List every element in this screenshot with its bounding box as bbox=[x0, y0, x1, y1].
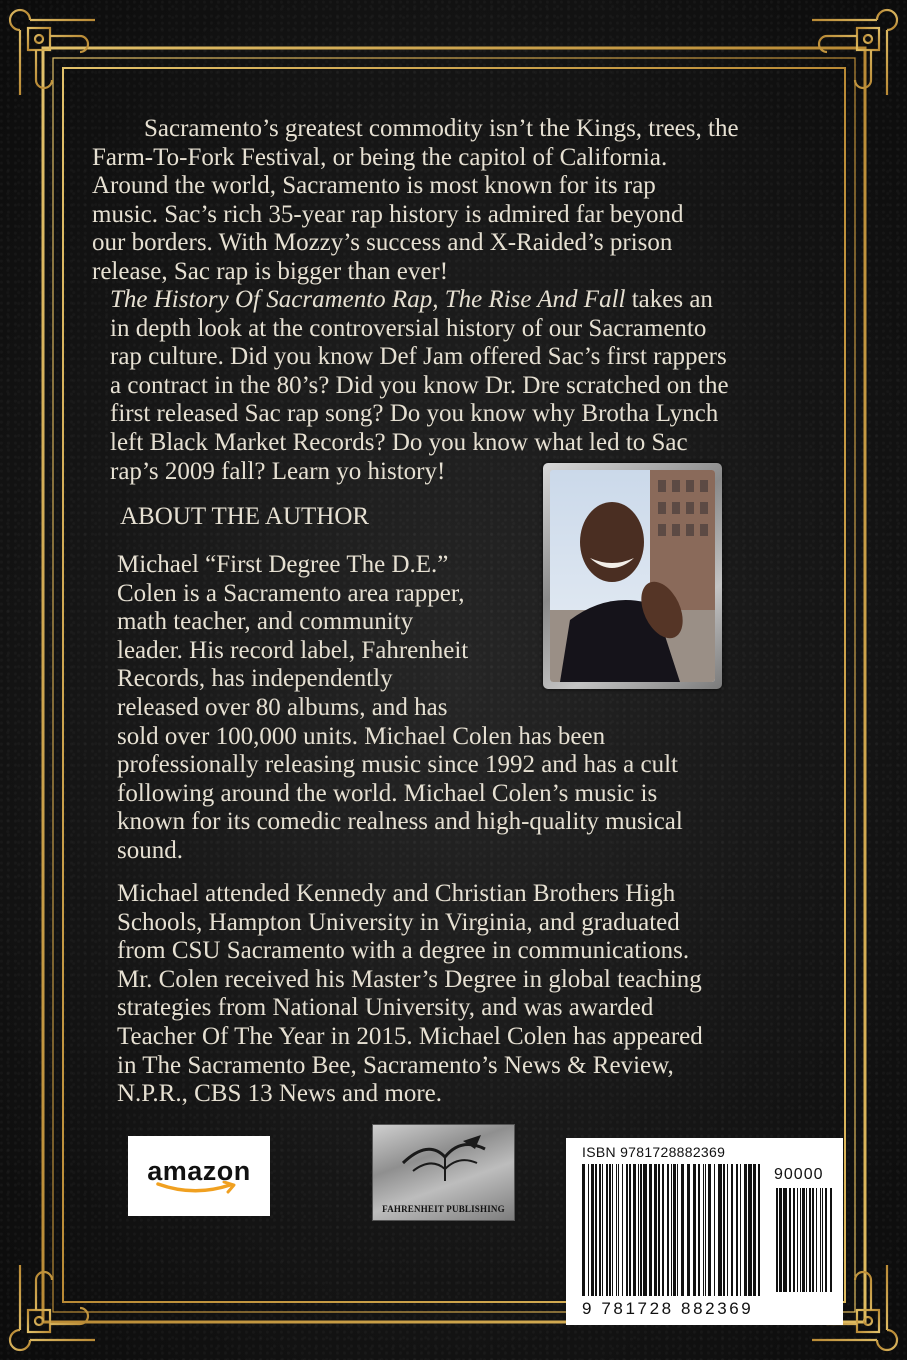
barcode-bar bbox=[582, 1164, 585, 1296]
barcode-bar bbox=[809, 1188, 811, 1292]
barcode-bar bbox=[595, 1164, 597, 1296]
barcode-bar bbox=[649, 1164, 652, 1296]
ean-digits: 9 781728 882369 bbox=[582, 1299, 754, 1318]
text-line: rap culture. Did you know Def Jam offered Sac’s first rappers bbox=[110, 343, 727, 371]
barcode-bar bbox=[612, 1164, 613, 1296]
text-line: N.P.R., CBS 13 News and more. bbox=[117, 1080, 443, 1108]
barcode-bar bbox=[677, 1164, 678, 1296]
text-line: in The Sacramento Bee, Sacramento’s News & Review, bbox=[117, 1051, 674, 1079]
barcode-bar bbox=[698, 1164, 700, 1296]
barcode-bar bbox=[748, 1164, 752, 1296]
text-line: first released Sac rap song? Do you know why Brotha Lynch bbox=[110, 400, 719, 428]
barcode-bar bbox=[727, 1164, 728, 1296]
barcode-bar bbox=[776, 1188, 778, 1292]
text-line: in depth look at the controversial history of our Sacramento bbox=[110, 314, 707, 342]
barcode-bar bbox=[793, 1188, 795, 1292]
about-paragraph-2 bbox=[117, 880, 807, 1109]
text-line: Michael “First Degree The D.E.” bbox=[117, 551, 449, 578]
barcode-bar bbox=[812, 1188, 814, 1292]
barcode-bar bbox=[643, 1164, 647, 1296]
text-line: Around the world, Sacramento is most known for its rap bbox=[92, 172, 656, 200]
barcode-bar bbox=[731, 1164, 733, 1296]
text-line: known for its comedic realness and high-quality musical bbox=[117, 808, 683, 836]
barcode-bar bbox=[591, 1164, 594, 1296]
about-author-heading: ABOUT THE AUTHOR bbox=[120, 503, 370, 530]
barcode-bar bbox=[693, 1164, 696, 1296]
amazon-smile-icon bbox=[154, 1181, 244, 1195]
barcode-bar bbox=[753, 1164, 756, 1296]
barcode-bar bbox=[633, 1164, 636, 1296]
barcode-bar bbox=[671, 1164, 672, 1296]
text-line: sound. bbox=[117, 836, 183, 864]
barcode-bar bbox=[820, 1188, 821, 1292]
barcode-bar bbox=[654, 1164, 657, 1296]
barcode-bar bbox=[638, 1164, 639, 1296]
barcode-bar bbox=[718, 1164, 722, 1296]
barcode-bar bbox=[830, 1188, 832, 1292]
isbn-barcode bbox=[566, 1138, 843, 1325]
barcode-bar bbox=[681, 1164, 684, 1296]
barcode-bar bbox=[736, 1164, 738, 1296]
book-title: The History Of Sacramento Rap, The Rise And Fall bbox=[110, 286, 626, 313]
blurb-paragraph-1 bbox=[92, 115, 798, 287]
price-code: 90000 bbox=[774, 1166, 824, 1183]
barcode-bar bbox=[789, 1188, 791, 1292]
text-line: from CSU Sacramento with a degree in communications. bbox=[117, 937, 690, 965]
ean-barcode-bars bbox=[580, 1164, 766, 1302]
text-line: a contract in the 80’s? Did you know Dr. Dre scratched on the bbox=[110, 371, 729, 399]
barcode-bar bbox=[640, 1164, 642, 1296]
text-line bbox=[110, 286, 800, 315]
text-line: following around the world. Michael Colen’s music is bbox=[117, 779, 658, 807]
text-fragment: takes an bbox=[625, 286, 713, 313]
text-line: leader. His record label, Fahrenheit bbox=[117, 636, 469, 664]
barcode-bar bbox=[800, 1188, 801, 1292]
barcode-bar bbox=[588, 1164, 589, 1296]
price-barcode-bars bbox=[774, 1188, 836, 1298]
barcode-bar bbox=[825, 1188, 827, 1292]
barcode-bar bbox=[708, 1164, 711, 1296]
text-line: Michael attended Kennedy and Christian Brothers High bbox=[117, 880, 676, 907]
text-line: our borders. With Mozzy’s success and X-Raided’s prison bbox=[92, 229, 673, 257]
text-line: Colen is a Sacramento area rapper, bbox=[117, 579, 465, 607]
barcode-bar bbox=[714, 1164, 715, 1296]
barcode-bar bbox=[667, 1164, 669, 1296]
barcode-bar bbox=[673, 1164, 676, 1296]
barcode-bar bbox=[602, 1164, 603, 1296]
about-paragraph-1 bbox=[117, 551, 797, 866]
barcode-bar bbox=[744, 1164, 747, 1296]
book-wings-icon bbox=[373, 1127, 514, 1197]
publisher-name: FAHRENHEIT PUBLISHING bbox=[382, 1204, 505, 1214]
barcode-bar bbox=[802, 1188, 805, 1292]
text-line: professionally releasing music since 1992 and has a cult bbox=[117, 751, 678, 779]
barcode-bar bbox=[783, 1188, 787, 1292]
fahrenheit-publishing-logo bbox=[372, 1124, 515, 1221]
barcode-bar bbox=[779, 1188, 782, 1292]
barcode-bar bbox=[687, 1164, 690, 1296]
barcode-bar bbox=[658, 1164, 660, 1296]
barcode-bar bbox=[662, 1164, 664, 1296]
text-line: released over 80 albums, and has bbox=[117, 693, 448, 721]
barcode-bar bbox=[629, 1164, 631, 1296]
barcode-bar bbox=[806, 1188, 807, 1292]
text-line: math teacher, and community bbox=[117, 608, 414, 636]
text-line: release, Sac rap is bigger than ever! bbox=[92, 257, 449, 285]
text-line: Farm-To-Fork Festival, or being the capitol of California. bbox=[92, 143, 668, 171]
barcode-bar bbox=[599, 1164, 601, 1296]
text-line: left Black Market Records? Do you know what led to Sac bbox=[110, 428, 688, 456]
text-line: sold over 100,000 units. Michael Colen has been bbox=[117, 722, 606, 750]
text-line: strategies from National University, and was awarded bbox=[117, 994, 654, 1022]
text-line: rap’s 2009 fall? Learn yo history! bbox=[110, 457, 446, 485]
barcode-bar bbox=[618, 1164, 619, 1296]
text-line: Teacher Of The Year in 2015. Michael Colen has appeared bbox=[117, 1022, 703, 1050]
barcode-bar bbox=[822, 1188, 823, 1292]
amazon-wordmark: amazon bbox=[147, 1156, 251, 1186]
text-line: Records, has independently bbox=[117, 665, 393, 693]
blurb-paragraph-2 bbox=[110, 286, 800, 486]
barcode-bar bbox=[609, 1164, 611, 1296]
barcode-bar bbox=[703, 1164, 704, 1296]
barcode-bar bbox=[797, 1188, 798, 1292]
barcode-bar bbox=[758, 1164, 760, 1296]
barcode-bar bbox=[705, 1164, 706, 1296]
amazon-logo bbox=[128, 1136, 270, 1216]
barcode-bar bbox=[616, 1164, 617, 1296]
text-line: Schools, Hampton University in Virginia, and graduated bbox=[117, 908, 680, 936]
isbn-label: ISBN 9781728882369 bbox=[582, 1144, 726, 1160]
barcode-bar bbox=[723, 1164, 725, 1296]
barcode-bar bbox=[816, 1188, 817, 1292]
barcode-bar bbox=[606, 1164, 608, 1296]
text-line: Mr. Colen received his Master’s Degree in global teaching bbox=[117, 965, 702, 993]
barcode-bar bbox=[740, 1164, 741, 1296]
text-line: music. Sac’s rich 35-year rap history is admired far beyond bbox=[92, 200, 684, 228]
barcode-bar bbox=[626, 1164, 628, 1296]
barcode-bar bbox=[622, 1164, 623, 1296]
text-line: Sacramento’s greatest commodity isn’t the Kings, trees, the bbox=[144, 115, 739, 142]
